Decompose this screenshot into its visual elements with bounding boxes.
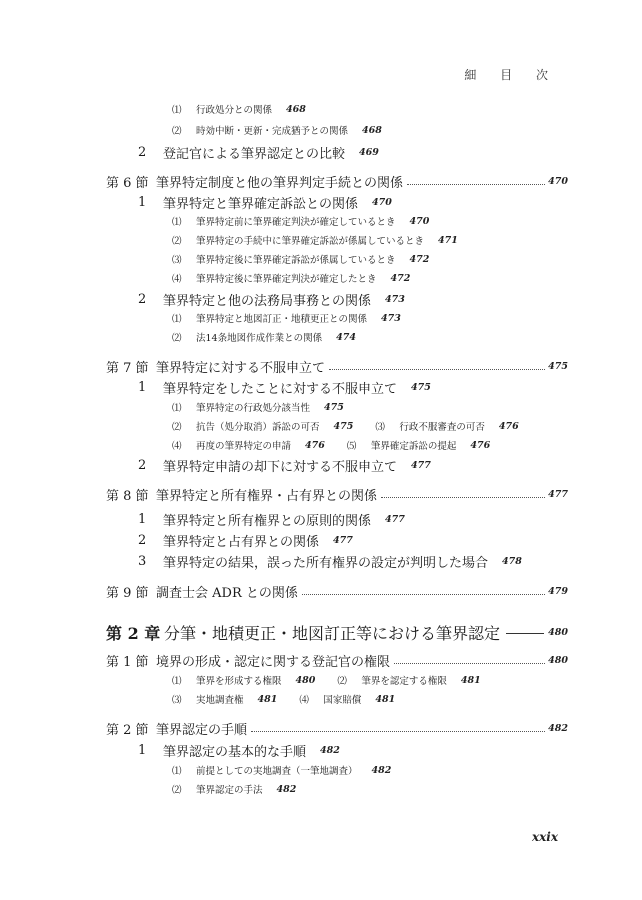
item-title[interactable]: 行政不服審査の可否 <box>399 422 485 433</box>
toc-item-pair <box>0 416 642 436</box>
page-ref: 470 <box>409 215 430 227</box>
page-ref: 477 <box>385 513 405 525</box>
section-number: 第 9 節 <box>106 585 149 601</box>
page-ref: 481 <box>257 693 278 705</box>
section-title: 筆界認定の手順 <box>156 722 248 738</box>
section-title: 調査士会 ADR との関係 <box>156 585 298 601</box>
item-number: ⑸ <box>346 441 357 452</box>
subsection-number: 1 <box>138 742 147 758</box>
subsection-title: 筆界特定をしたことに対する不服申立て <box>163 381 398 397</box>
page-ref: 470 <box>372 196 392 208</box>
subsection-number: 3 <box>138 553 147 569</box>
toc-item-pair <box>0 670 642 690</box>
page-ref: 475 <box>548 360 568 372</box>
page-ref: 472 <box>409 253 430 265</box>
item-title[interactable]: 筆界を形成する権限 <box>196 676 282 687</box>
page-ref: 481 <box>375 693 396 705</box>
toc-item[interactable] <box>0 327 642 347</box>
subsection-number: 2 <box>138 291 147 307</box>
section-title: 筆界特定制度と他の筆界判定手続との関係 <box>156 175 404 191</box>
item-number: ⑴ <box>172 217 182 228</box>
item-title[interactable]: 筆界を認定する権限 <box>361 676 447 687</box>
toc-subsection[interactable] <box>0 455 642 475</box>
item-number: ⑶ <box>172 695 182 706</box>
page-ref: 476 <box>470 439 491 451</box>
toc-item[interactable] <box>0 99 642 119</box>
item-number: ⑵ <box>172 333 182 344</box>
toc-subsection[interactable] <box>0 530 642 550</box>
subsection-title: 筆界特定と占有界との関係 <box>163 534 320 550</box>
subsection-title: 筆界特定と所有権界との原則的関係 <box>163 513 372 529</box>
toc-section[interactable] <box>0 484 568 504</box>
item-title: 筆界特定の行政処分該当性 <box>196 403 311 414</box>
page-ref: 473 <box>381 312 401 324</box>
page-number: xxix <box>531 830 558 844</box>
page-ref: 476 <box>498 420 519 432</box>
chapter-number: 第 2 章 <box>106 623 161 643</box>
rule-leader <box>506 633 544 634</box>
section-number: 第 8 節 <box>106 488 149 504</box>
item-number: ⑶ <box>375 422 385 433</box>
item-title: 行政処分との関係 <box>196 105 273 116</box>
toc-section[interactable] <box>0 581 568 601</box>
dot-leader <box>407 184 545 185</box>
subsection-number: 2 <box>138 457 147 473</box>
page-ref: 480 <box>548 626 568 638</box>
toc-section[interactable] <box>0 356 568 376</box>
subsection-title: 筆界特定と筆界確定訴訟との関係 <box>163 196 359 212</box>
toc-section[interactable] <box>0 650 568 670</box>
toc-section[interactable] <box>0 718 568 738</box>
dot-leader <box>381 497 545 498</box>
chapter-title: 分筆・地積更正・地図訂正等における筆界認定 <box>164 623 501 643</box>
section-title: 筆界特定と所有権界・占有界との関係 <box>156 488 378 504</box>
section-number: 第 2 節 <box>106 722 149 738</box>
running-head: 細 目 次 <box>464 68 558 82</box>
page-ref: 469 <box>359 146 379 158</box>
subsection-title: 登記官による筆界認定との比較 <box>163 146 346 162</box>
toc-item-pair <box>0 435 642 455</box>
item-title: 前提としての実地調査（一筆地調査） <box>196 766 358 777</box>
item-number: ⑷ <box>172 274 182 285</box>
toc-item[interactable] <box>0 397 642 417</box>
toc-item[interactable] <box>0 211 642 231</box>
subsection-title: 筆界認定の基本的な手順 <box>163 744 307 760</box>
subsection-number: 2 <box>138 144 147 160</box>
page-ref: 472 <box>390 272 411 284</box>
subsection-number: 1 <box>138 511 147 527</box>
item-title[interactable]: 実地調査権 <box>196 695 244 706</box>
toc-chapter[interactable] <box>0 620 568 644</box>
page-ref: 468 <box>362 124 382 136</box>
toc-item[interactable] <box>0 268 642 288</box>
section-title: 筆界特定に対する不服申立て <box>156 360 326 376</box>
page-ref: 479 <box>548 585 568 597</box>
page-ref: 480 <box>548 654 568 666</box>
item-number: ⑴ <box>172 314 182 325</box>
toc-item[interactable] <box>0 779 642 799</box>
page-ref: 475 <box>324 401 344 413</box>
item-title: 時効中断・更新・完成猶予との関係 <box>196 126 349 137</box>
item-number: ⑷ <box>299 695 309 706</box>
dot-leader <box>329 369 545 370</box>
item-title: 筆界認定の手法 <box>196 785 263 796</box>
subsection-title: 筆界特定の結果，誤った所有権界の設定が判明した場合 <box>163 555 489 571</box>
item-title[interactable]: 抗告（処分取消）訴訟の可否 <box>196 422 320 433</box>
subsection-number: 2 <box>138 532 147 548</box>
item-number: ⑴ <box>172 403 182 414</box>
section-number: 第 1 節 <box>106 654 149 670</box>
page-ref: 477 <box>411 459 431 471</box>
subsection-title: 筆界特定申請の却下に対する不服申立て <box>163 459 398 475</box>
subsection-title: 筆界特定と他の法務局事務との関係 <box>163 293 372 309</box>
item-number: ⑵ <box>172 236 182 247</box>
page-ref: 473 <box>385 293 405 305</box>
item-number: ⑵ <box>337 676 347 687</box>
page-ref: 477 <box>548 488 568 500</box>
page-ref: 477 <box>333 534 353 546</box>
page-ref: 475 <box>411 381 431 393</box>
subsection-number: 1 <box>138 194 147 210</box>
page-ref: 476 <box>305 439 325 451</box>
page-ref: 480 <box>295 674 316 686</box>
page-ref: 474 <box>336 331 356 343</box>
page-ref: 475 <box>333 420 354 432</box>
toc-subsection[interactable] <box>0 142 642 162</box>
item-title: 筆界特定後に筆界確定判決が確定したとき <box>196 274 377 285</box>
section-title: 境界の形成・認定に関する登記官の権限 <box>156 654 391 670</box>
item-number: ⑴ <box>172 676 182 687</box>
page-ref: 471 <box>438 234 458 246</box>
toc-item[interactable] <box>0 760 642 780</box>
page-ref: 482 <box>548 722 568 734</box>
page-ref: 482 <box>320 744 340 756</box>
item-title[interactable]: 国家賠償 <box>323 695 362 706</box>
toc-item[interactable] <box>0 249 642 269</box>
toc-subsection[interactable] <box>0 192 642 212</box>
item-number: ⑴ <box>172 105 182 116</box>
toc-item-pair <box>0 689 642 709</box>
item-number: ⑵ <box>172 126 182 137</box>
toc-subsection[interactable] <box>0 509 642 529</box>
toc-item[interactable] <box>0 230 642 250</box>
page-ref: 468 <box>286 103 306 115</box>
page-ref: 482 <box>371 764 392 776</box>
toc-section[interactable] <box>0 171 568 191</box>
item-title: 法14条地図作成作業との関係 <box>196 333 323 344</box>
item-title[interactable]: 再度の筆界特定の申請 <box>196 441 292 452</box>
section-number: 第 7 節 <box>106 360 149 376</box>
item-title[interactable]: 筆界確定訴訟の提起 <box>370 441 457 452</box>
item-number: ⑷ <box>172 441 182 452</box>
page-ref: 482 <box>276 783 297 795</box>
item-number: ⑵ <box>172 785 182 796</box>
page-ref: 481 <box>460 674 481 686</box>
dot-leader <box>394 663 545 664</box>
item-number: ⑵ <box>172 422 182 433</box>
item-title: 筆界特定の手続中に筆界確定訴訟が係属しているとき <box>196 236 425 247</box>
toc-subsection[interactable] <box>0 551 642 571</box>
page-ref: 478 <box>502 555 522 567</box>
item-number: ⑴ <box>172 766 182 777</box>
toc-subsection[interactable] <box>0 740 642 760</box>
dot-leader <box>302 594 545 595</box>
toc-subsection[interactable] <box>0 289 642 309</box>
toc-subsection[interactable] <box>0 377 642 397</box>
item-title: 筆界特定後に筆界確定訴訟が係属しているとき <box>196 255 396 266</box>
page-ref: 470 <box>548 175 568 187</box>
toc-item[interactable] <box>0 308 642 328</box>
item-number: ⑶ <box>172 255 182 266</box>
item-title: 筆界特定と地図訂正・地積更正との関係 <box>196 314 368 325</box>
section-number: 第 6 節 <box>106 175 149 191</box>
item-title: 筆界特定前に筆界確定判決が確定しているとき <box>196 217 396 228</box>
toc-item[interactable] <box>0 120 642 140</box>
subsection-number: 1 <box>138 379 147 395</box>
dot-leader <box>251 731 545 732</box>
